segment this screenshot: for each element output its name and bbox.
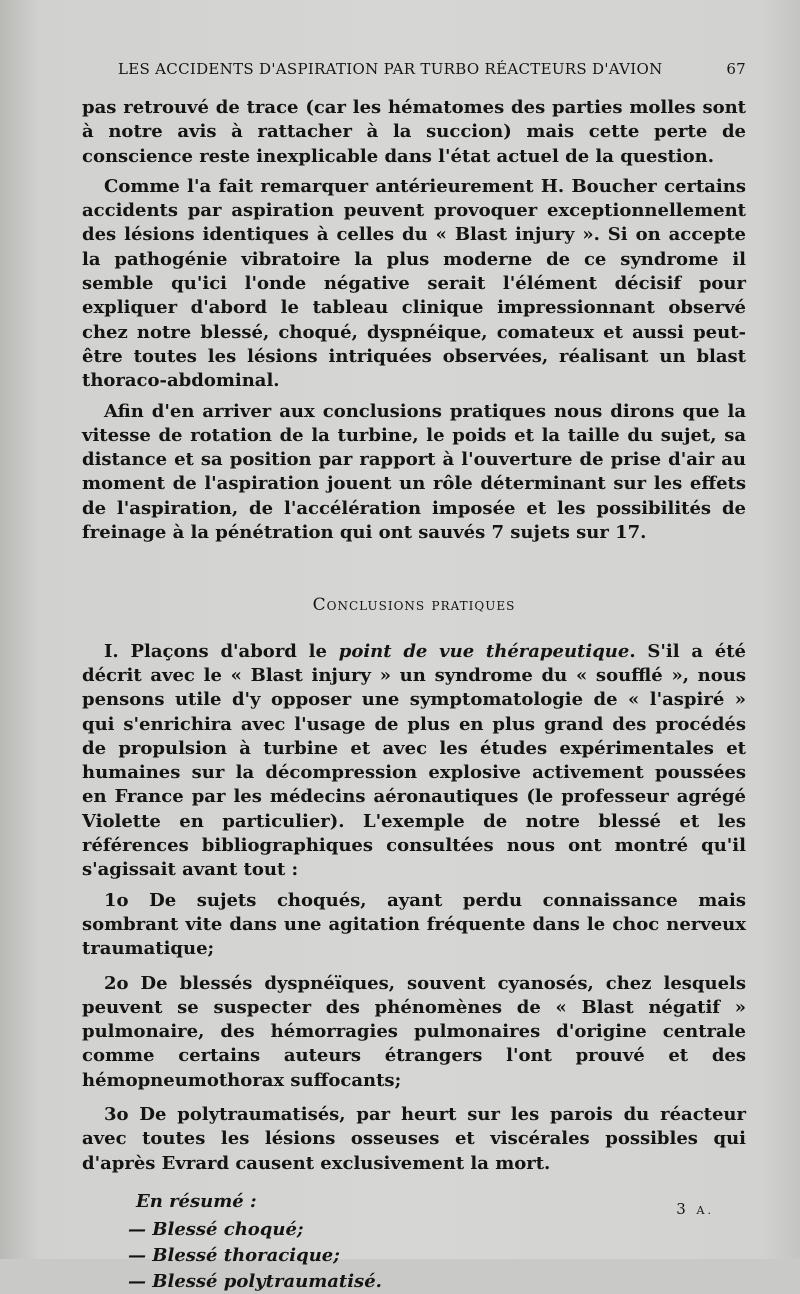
paragraph-conclusion-lead: Afin d'en arriver aux conclusions pratiques nous dirons que la vitesse de rotation de la turbine, le poids et la taille du sujet, sa distance et sa position par rapport à l'ouverture de prise d'air au moment de l'aspiration jouent un rôle déterminant sur les effets de l'aspiration, de l'accélération imposée et les possibilités de freinage à la pénétration qui ont sauvés 7 sujets sur 17.: [82, 400, 746, 544]
paragraph-therapeutic: [82, 640, 746, 883]
paragraph-blast-injury: Comme l'a fait remarquer antérieurement H. Boucher certains accidents par aspiration peuvent provoquer exceptionnellement des lésions identiques à celles du « Blast injury ». Si on accepte la pathogénie vibratoire la plus moderne de ce syndrome il semble qu'ici l'onde négative serait l'élément décisif pour expliquer d'abord le tableau clinique impressionnant observé chez notre blessé, choqué, dyspnéique, comateux et aussi peut-être toutes les lésions intriquées observées, réalisant un blast thoraco-abdominal.: [82, 175, 746, 392]
list-item-choques: 1o De sujets choqués, ayant perdu connaissance mais sombrant vite dans une agitation fréquente dans le choc nerveux traumatique;: [82, 889, 746, 960]
resume-item: — Blessé polytraumatisé.: [128, 1270, 382, 1292]
intro-start: I. Plaçons d'abord le: [104, 640, 339, 662]
running-title: LES ACCIDENTS D'ASPIRATION PAR TURBO RÉACTEURS D'AVION: [118, 60, 663, 78]
resume-block: [82, 1190, 746, 1294]
resume-item: — Blessé thoracique;: [128, 1244, 340, 1266]
paragraph-continued: pas retrouvé de trace (car les hématomes des parties molles sont à notre avis à rattacher à la succion) mais cette perte de conscience reste inexplicable dans l'état actuel de la question.: [82, 97, 746, 167]
intro-rest: . S'il a été décrit avec le « Blast injury » un syndrome du « soufflé », nous pensons utile d'y opposer une symptomatologie de « l'aspiré » qui s'enrichira avec l'usage de plus en plus grand des procédés de propulsion à turbine et avec les études expérimentales et humaines sur la décompression explosive activement poussées en France par les médecins aéronautiques (le professeur agrégé Violette en particulier). L'exemple de notre blessé et les références bibliographiques consultées nous ont montré qu'il s'agissait avant tout :: [82, 640, 747, 881]
intro-emphasis: point de vue thérapeutique: [338, 640, 630, 662]
signature-mark: [676, 1200, 714, 1218]
signature-number: 3: [676, 1200, 689, 1218]
resume-item: — Blessé choqué;: [128, 1218, 304, 1240]
list-item-dyspneiques: 2o De blessés dyspnéïques, souvent cyanosés, chez lesquels peuvent se suspecter des phénomènes de « Blast négatif » pulmonaire, des hémorragies pulmonaires d'origine centrale comme certains auteurs étrangers l'ont prouvé et des hémopneumothorax suffocants;: [82, 972, 746, 1091]
page-number: 67: [726, 60, 746, 78]
section-heading: Conclusions pratiques: [312, 595, 516, 616]
body-text: [82, 96, 746, 1294]
running-header: [82, 0, 746, 78]
signature-letter: A.: [696, 1204, 714, 1217]
list-item-polytraumatises: 3o De polytraumatisés, par heurt sur les parois du réacteur avec toutes les lésions osseuses et viscérales possibles qui d'après Evrard causent exclusivement la mort.: [82, 1103, 746, 1174]
resume-label: En résumé :: [136, 1190, 257, 1212]
